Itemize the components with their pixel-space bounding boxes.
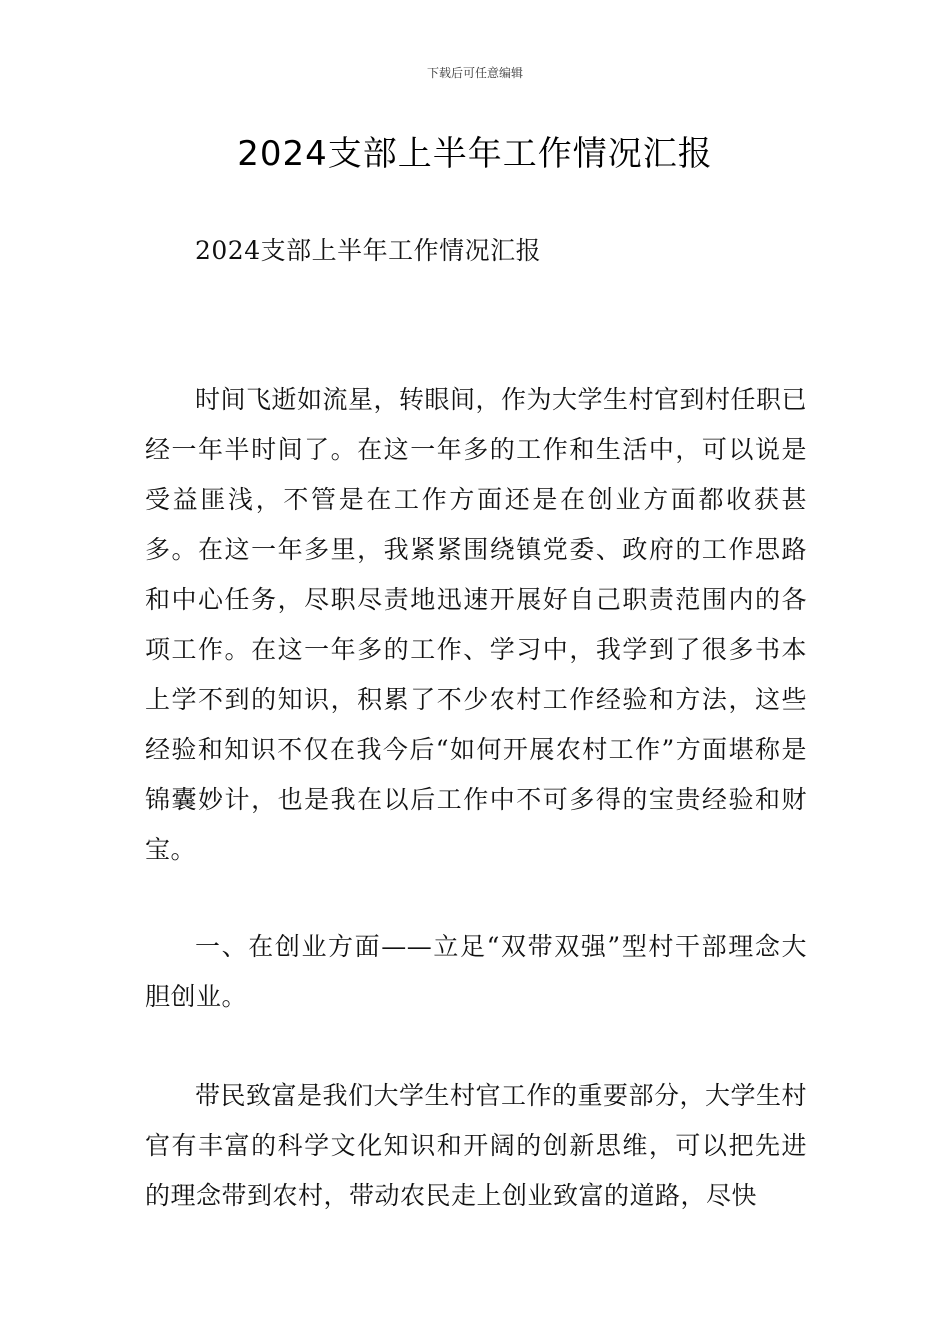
paragraph-entrepreneurship: 带民致富是我们大学生村官工作的重要部分，大学生村官有丰富的科学文化知识和开阔的创新思维，可以把先进的理念带到农村，带动农民走上创业致富的道路，尽快 [145,1081,808,1210]
header-note: 下载后可任意编辑 [426,66,523,80]
section-heading-entrepreneurship: 一、在创业方面——立足“双带双强”型村干部理念大胆创业。 [145,932,807,1011]
document-title: 2024支部上半年工作情况汇报 [237,134,713,174]
document-subtitle: 2024支部上半年工作情况汇报 [195,236,542,265]
paragraph-intro: 时间飞逝如流星，转眼间，作为大学生村官到村任职已经一年半时间了。在这一年多的工作和生活中，可以说是受益匪浅，不管是在工作方面还是在创业方面都收获甚多。在这一年多里，我紧紧围绕镇党委、政府的工作思路和中心任务，尽职尽责地迅速开展好自己职责范围内的各项工作。在这一年多的工作、学习中，我学到了很多书本上学不到的知识，积累了不少农村工作经验和方法，这些经验和知识不仅在我今后“如何开展农村工作”方面堪称是锦囊妙计，也是我在以后工作中不可多得的宝贵经验和财宝。 [145,385,808,864]
